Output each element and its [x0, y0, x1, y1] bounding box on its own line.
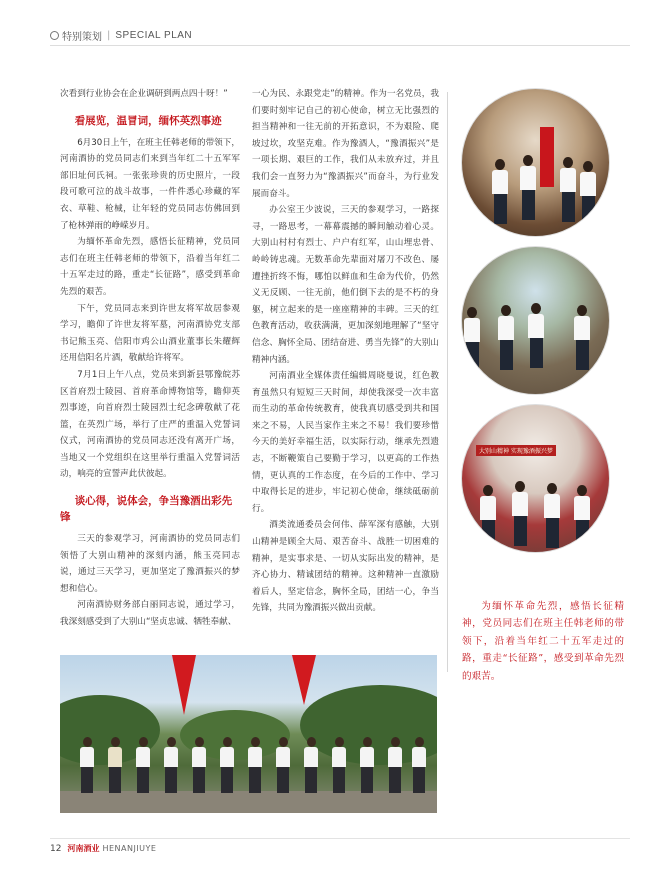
article-column-1: [60, 86, 240, 631]
page-header: [50, 26, 630, 44]
red-flag-icon: [540, 127, 554, 187]
red-flag-icon: [172, 655, 196, 715]
paragraph: 6月30日上午，在班主任韩老师的带领下，河南酒协的党员同志们来到当年红二十五军军部旧址何氏祠。一张张珍贵的历史照片，一段段可歌可泣的战斗故事，一件件悉心珍藏的军衣、草鞋、枪械，让年轻的党员同志仿佛回到了枪林弹雨的峥嵘岁月。: [60, 137, 240, 231]
magazine-name-en: HENANJIUYE: [102, 844, 157, 853]
paragraph: 河南酒业全媒体责任编辑周晓曼说，红色教育虽然只有短短三天时间，却使我深受一次丰富而生动的革命传统教育，使我真切感受到共和国来之不易，人民当家作主来之不易！我们要珍惜今天的美好幸福生活，以实际行动，继承先烈遗志，不断鞭策自己要勤于学习，以更高的工作热情，更认真的工作态度，在今后的工作中、学习中取得长足的进步，牢记初心使命，继续砥砺前行。: [252, 371, 439, 514]
section-heading: 看展览，温冒词，缅怀英烈事迹: [74, 114, 222, 127]
section-title-en: SPECIAL PLAN: [115, 29, 193, 41]
article-column-2: [252, 86, 439, 617]
magazine-name-cn: 河南酒业: [67, 844, 100, 853]
paragraph: 河南酒协财务部白丽同志说，通过学习，我深刻感受到了大别山“坚贞忠诚、牺牲奉献、: [60, 600, 240, 628]
circle-photo-museum: [461, 88, 610, 237]
caption-text: 为缅怀革命先烈，感悟长征精神，党员同志们在班主任韩老师的带领下，沿着当年红二十五军走过的路，重走“长征路”，感受到革命先烈的艰苦。: [462, 601, 624, 682]
column-divider: [447, 92, 448, 672]
paragraph: 酒类流通委员会何伟、薛军深有感触，大别山精神是顾全大局、艰苦奋斗、战胜一切困难的精神，是实事求是、一切从实际出发的精神，是齐心协力、精诚团结的精神。这种精神一直激励着后人，坚定信念，胸怀全局，团结一心，争当先锋，共同为豫酒振兴做出贡献。: [252, 520, 439, 614]
paragraph: 一心为民、永跟党走”的精神。作为一名党员，我们要时刻牢记自己的初心使命，树立无比强烈的担当精神和一往无前的开拓意识，不为艰险、爬坡过坎，攻坚克难。作为豫酒人，“豫酒振兴”是一项长期、艰巨的工作，我们从未放弃过，并且我们会一直努力为“豫酒振兴”而奋斗，为行业发展而奋斗。: [252, 89, 439, 199]
meeting-banner: 大别山精神 实现豫酒振兴梦: [476, 445, 556, 456]
circle-photo-memorial: [461, 246, 610, 395]
paragraph: 为缅怀革命先烈，感悟长征精神，党员同志们在班主任韩老师的带领下，沿着当年红二十五军走过的路，重走“长征路”，感受到革命先烈的艰苦。: [60, 237, 240, 297]
header-rule: [50, 45, 630, 46]
paragraph: 次看到行业协会在企业调研到两点四十呀！”: [60, 89, 228, 99]
circle-photo-meeting: [461, 404, 610, 553]
footer-rule: [50, 838, 630, 839]
photo-caption: [462, 598, 624, 685]
group-photo: [60, 655, 437, 813]
paragraph: 办公室王少波说，三天的参观学习，一路探寻，一路思考，一幕幕震撼的瞬间触动着心灵。大别山村村有烈士、户户有红军，山山埋忠骨、岭岭铸忠魂。无数革命先辈面对屠刀不改色、屡遭挫折终不悔，哪怕以鲜血和生命为代价，仍然义无反顾、一往无前，他们倒下去的是不朽的身躯，树立起来的是一座座精神的丰碑。三天的红色教育活动，收获满满，更加深刻地理解了“坚守信念、胸怀全局、团结奋进、勇当先锋”的大别山精神内涵。: [252, 205, 439, 365]
section-bullet-icon: [50, 31, 59, 40]
paragraph: 7月1日上午八点，党员来到新县鄂豫皖苏区首府烈士陵园、首府革命博物馆等，瞻仰英烈事迹，向首府烈士陵园烈士纪念碑敬献了花篮，在英烈广场，举行了庄严的重温入党誓词仪式，河南酒协的党员同志还没有离开广场，当地又一个党组织在这里举行重温入党誓词活动，响亮的宣誓声此伏彼起。: [60, 369, 240, 480]
page-footer: [50, 843, 156, 854]
page-number: 12: [50, 843, 62, 854]
section-title-cn: 特别策划: [62, 31, 102, 43]
paragraph: 下午，党员同志来到许世友将军故居参观学习，瞻仰了许世友将军墓，河南酒协党支部书记熊玉亮、信阳市鸡公山酒业董事长朱耀辉还用信阳名片酒，敬献给许将军。: [60, 303, 240, 364]
paragraph: 三天的参观学习，河南酒协的党员同志们领悟了大别山精神的深刻内涵，熊玉亮同志说，通过三天学习，更加坚定了豫酒振兴的梦想和信心。: [60, 534, 240, 594]
red-flag-icon: [292, 655, 316, 705]
header-separator: |: [107, 29, 111, 41]
section-heading: 谈心得，说体会，争当豫酒出彩先锋: [60, 495, 233, 524]
